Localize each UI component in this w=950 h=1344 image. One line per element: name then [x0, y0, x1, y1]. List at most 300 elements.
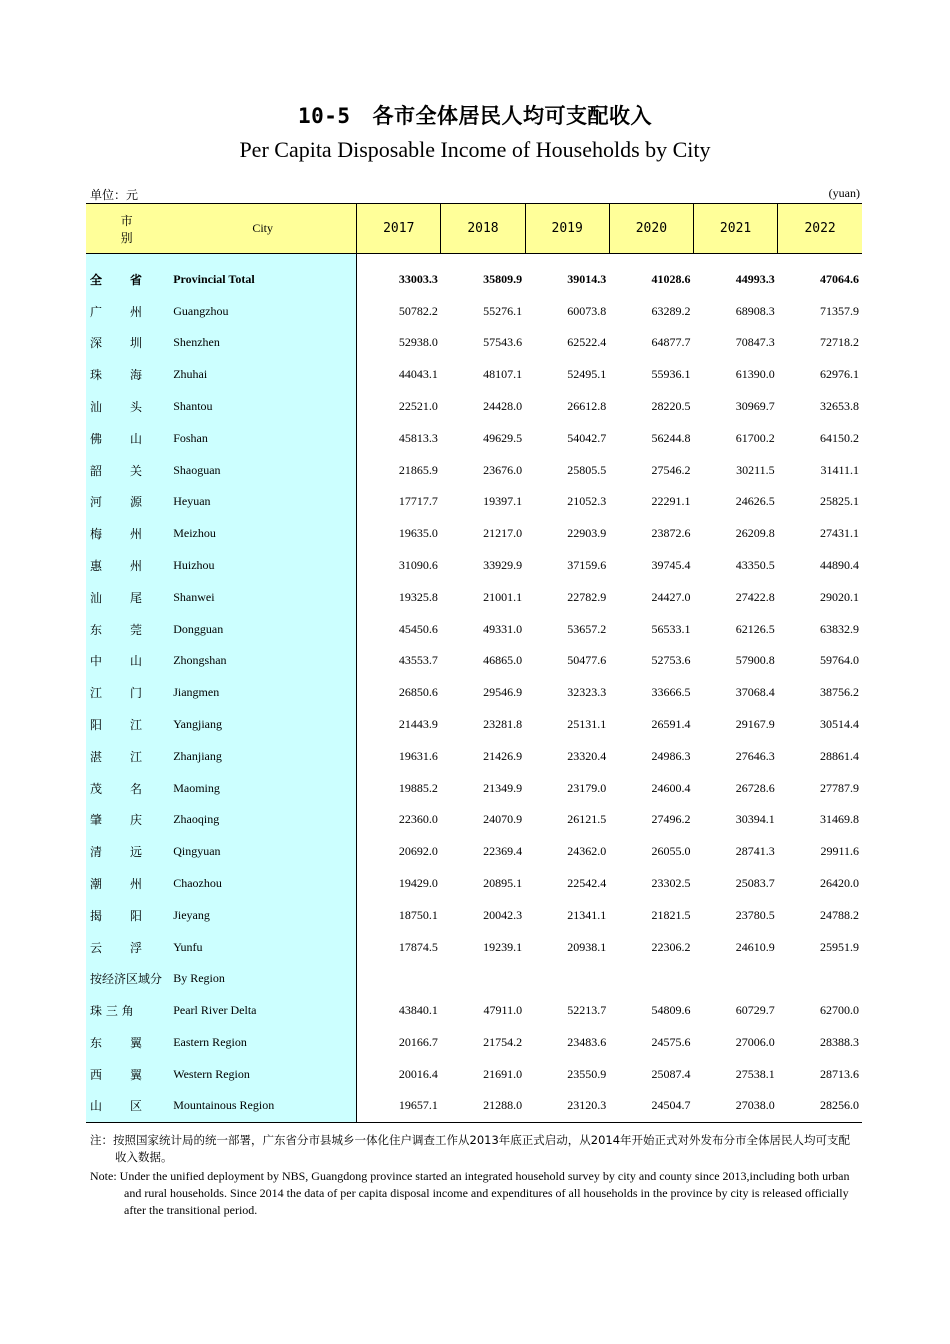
- row-value: 25825.1: [820, 494, 859, 509]
- row-value: 39745.4: [651, 558, 691, 573]
- row-value: 25087.4: [651, 1066, 691, 1081]
- row-city-cn: [86, 868, 169, 900]
- row-city-cn-char: 尾: [130, 590, 143, 605]
- row-value: 30514.4: [820, 717, 859, 732]
- table-row: [86, 422, 862, 454]
- row-city-cn-char: 珠: [90, 368, 103, 383]
- row-city-cn-char: 深: [90, 336, 103, 351]
- note-cn: 注：按照国家统计局的统一部署，广东省分市县城乡一体化住户调查工作从2013年底正式启动，从2014年开始正式对外发布分市全体居民人均可支配收入数据。: [90, 1133, 851, 1164]
- row-value: 23483.6: [567, 1035, 607, 1050]
- row-city-cn: [86, 422, 169, 454]
- row-value: 24362.0: [567, 844, 607, 859]
- table-row: [86, 1027, 862, 1059]
- row-value: 43553.7: [398, 653, 438, 668]
- row-city-cn-char: 潮: [90, 877, 103, 892]
- row-value: 62126.5: [735, 621, 775, 636]
- row-value: 27431.1: [820, 526, 859, 541]
- row-value: 53657.2: [567, 621, 607, 636]
- row-value: 30969.7: [735, 399, 775, 414]
- row-city-cn-char: 山: [130, 654, 143, 669]
- row-city-cn-char: 韶: [90, 463, 103, 478]
- row-value: 59764.0: [820, 653, 859, 668]
- row-city-cn: [86, 995, 169, 1027]
- row-city-en: Chaozhou: [169, 868, 356, 900]
- row-value: 22903.9: [567, 526, 607, 541]
- unit-label-cn: 单位：元: [90, 188, 139, 202]
- row-value: 22291.1: [651, 494, 691, 509]
- table-row: [86, 581, 862, 613]
- row-value: 54042.7: [567, 430, 607, 445]
- row-value: 26612.8: [567, 399, 607, 414]
- row-value: 70847.3: [735, 335, 775, 350]
- row-city-en: Shenzhen: [169, 327, 356, 359]
- row-value: 54809.6: [651, 1003, 691, 1018]
- row-value: 17874.5: [398, 939, 438, 954]
- row-value: 20166.7: [398, 1035, 438, 1050]
- row-city-en: Qingyuan: [169, 836, 356, 868]
- row-city-en: Pearl River Delta: [169, 995, 356, 1027]
- row-city-cn: [86, 327, 169, 359]
- row-value: 20938.1: [567, 939, 607, 954]
- row-value: 60073.8: [567, 303, 607, 318]
- row-value: 25951.9: [820, 939, 859, 954]
- row-city-cn: [86, 804, 169, 836]
- spacer-row: [86, 254, 862, 264]
- row-city-en: Shaoguan: [169, 454, 356, 486]
- table-row: [86, 677, 862, 709]
- row-value: 55936.1: [651, 367, 691, 382]
- row-value: 28388.3: [820, 1035, 859, 1050]
- row-value: 33003.3: [398, 271, 438, 286]
- row-city-cn-char: 东: [90, 1036, 103, 1051]
- row-city-cn-char: 广: [90, 304, 103, 319]
- row-city-en: Shanwei: [169, 581, 356, 613]
- row-value: 19885.2: [398, 780, 438, 795]
- row-value: 57900.8: [735, 653, 775, 668]
- row-city-cn: [86, 740, 169, 772]
- row-value: 22369.4: [483, 844, 523, 859]
- row-value: 24504.7: [609, 1090, 693, 1122]
- row-city-cn: [86, 486, 169, 518]
- table-row: [86, 295, 862, 327]
- row-value: 21426.9: [483, 748, 523, 763]
- row-city-cn-label: 按经济区域分: [90, 972, 163, 987]
- row-city-cn-char: 阳: [90, 718, 103, 733]
- row-city-cn: [86, 613, 169, 645]
- header-year: 2017: [357, 204, 441, 254]
- row-value: 45450.6: [398, 621, 438, 636]
- table-header-row: [86, 204, 862, 254]
- row-value: 31090.6: [398, 558, 438, 573]
- row-city-en: Dongguan: [169, 613, 356, 645]
- row-city-en: Huizhou: [169, 550, 356, 582]
- table-row: [86, 518, 862, 550]
- row-value: 24610.9: [735, 939, 775, 954]
- row-value: 27787.9: [820, 780, 859, 795]
- row-city-en: Yunfu: [169, 931, 356, 963]
- row-value: 37159.6: [567, 558, 607, 573]
- row-value: 63289.2: [651, 303, 691, 318]
- row-value: 62522.4: [567, 335, 607, 350]
- row-value: 60729.7: [735, 1003, 775, 1018]
- row-city-en: Zhanjiang: [169, 740, 356, 772]
- row-city-en: Zhuhai: [169, 359, 356, 391]
- row-value: 47911.0: [483, 1003, 523, 1018]
- row-value: 23302.5: [651, 876, 691, 891]
- table-row: [86, 391, 862, 423]
- row-value: [357, 963, 441, 995]
- row-city-cn: [86, 518, 169, 550]
- row-value: 31469.8: [820, 812, 859, 827]
- row-value: 21052.3: [567, 494, 607, 509]
- row-city-cn: [86, 772, 169, 804]
- row-value: 29911.6: [820, 844, 859, 859]
- row-value: 57543.6: [483, 335, 523, 350]
- header-year: 2022: [778, 204, 862, 254]
- row-city-cn-char: 翼: [130, 1067, 143, 1082]
- row-city-cn-char: 惠: [90, 559, 103, 574]
- row-value: 21754.2: [483, 1035, 523, 1050]
- row-city-cn: [86, 391, 169, 423]
- row-value: 20895.1: [483, 876, 523, 891]
- header-year: 2020: [609, 204, 693, 254]
- page-title-en: Per Capita Disposable Income of Households by City: [239, 137, 711, 162]
- row-city-cn-char: 州: [130, 877, 143, 892]
- row-value: 22542.4: [567, 876, 607, 891]
- header-city-en: City: [169, 204, 356, 254]
- row-value: 27422.8: [735, 589, 775, 604]
- row-city-cn-char: 州: [130, 527, 143, 542]
- row-city-en: Jiangmen: [169, 677, 356, 709]
- table-row: [86, 709, 862, 741]
- row-value: 23120.3: [525, 1090, 609, 1122]
- row-value: 68908.3: [735, 303, 775, 318]
- row-value: 21865.9: [398, 462, 438, 477]
- row-city-cn: [86, 645, 169, 677]
- row-value: 37068.4: [735, 685, 775, 700]
- row-value: 19631.6: [398, 748, 438, 763]
- row-city-cn-char: 关: [130, 463, 143, 478]
- row-city-cn: [86, 264, 169, 296]
- footnotes: [90, 1132, 860, 1219]
- row-value: 50782.2: [398, 303, 438, 318]
- row-city-cn-char: 梅: [90, 527, 103, 542]
- table-row: [86, 740, 862, 772]
- row-value: 27006.0: [735, 1035, 775, 1050]
- row-city-cn-char: 翼: [130, 1036, 143, 1051]
- row-city-en: Meizhou: [169, 518, 356, 550]
- row-value: 25131.1: [567, 717, 607, 732]
- row-value: 25083.7: [735, 876, 775, 891]
- row-value: 45813.3: [398, 430, 438, 445]
- row-value: 43840.1: [398, 1003, 438, 1018]
- row-value: [441, 963, 525, 995]
- row-city-en: Yangjiang: [169, 709, 356, 741]
- row-city-cn: [86, 1027, 169, 1059]
- table-row: [86, 550, 862, 582]
- row-value: 19325.8: [398, 589, 438, 604]
- row-value: 17717.7: [398, 494, 438, 509]
- row-city-cn: [86, 1090, 169, 1122]
- row-value: 64877.7: [651, 335, 691, 350]
- row-value: 24986.3: [651, 748, 691, 763]
- row-city-en: Western Region: [169, 1058, 356, 1090]
- row-city-en: Zhongshan: [169, 645, 356, 677]
- row-value: 19239.1: [483, 939, 523, 954]
- row-value: 20042.3: [483, 907, 523, 922]
- row-city-cn-char: 阳: [130, 908, 143, 923]
- row-city-en: Eastern Region: [169, 1027, 356, 1059]
- row-value: 49331.0: [483, 621, 523, 636]
- row-value: 55276.1: [483, 303, 523, 318]
- row-value: 26121.5: [567, 812, 607, 827]
- row-value: 62700.0: [820, 1003, 859, 1018]
- row-city-cn-char: 州: [130, 304, 143, 319]
- row-city-cn-char: 海: [130, 368, 143, 383]
- row-value: 32323.3: [567, 685, 607, 700]
- row-value: 52938.0: [398, 335, 438, 350]
- row-city-cn-char: 汕: [90, 400, 103, 415]
- row-city-cn: [86, 550, 169, 582]
- row-value: 25805.5: [567, 462, 607, 477]
- row-city-cn-char: 东: [90, 622, 103, 637]
- page-title-cn: [0, 100, 950, 130]
- row-value: 29167.9: [735, 717, 775, 732]
- row-value: 24626.5: [735, 494, 775, 509]
- row-value: 31411.1: [820, 462, 859, 477]
- row-value: 28713.6: [820, 1066, 859, 1081]
- table-row: [86, 772, 862, 804]
- row-value: 22782.9: [567, 589, 607, 604]
- row-city-cn-char: 区: [130, 1099, 143, 1114]
- row-city-cn-char: 省: [130, 272, 143, 287]
- row-value: 26420.0: [820, 876, 859, 891]
- row-value: 26850.6: [398, 685, 438, 700]
- row-value: 61390.0: [735, 367, 775, 382]
- unit-label-en: (yuan): [828, 186, 860, 200]
- row-value: 64150.2: [820, 430, 859, 445]
- row-city-cn-char: 西: [90, 1067, 103, 1082]
- row-value: 21288.0: [441, 1090, 525, 1122]
- row-value: 27038.0: [693, 1090, 777, 1122]
- row-value: 18750.1: [398, 907, 438, 922]
- row-value: 23281.8: [483, 717, 523, 732]
- row-value: 21217.0: [483, 526, 523, 541]
- row-value: 71357.9: [820, 303, 859, 318]
- row-value: 23676.0: [483, 462, 523, 477]
- row-city-cn-char: 圳: [130, 336, 143, 351]
- row-city-cn: [86, 1058, 169, 1090]
- row-value: 23179.0: [567, 780, 607, 795]
- row-city-cn-char: 门: [130, 686, 143, 701]
- row-city-cn: [86, 454, 169, 486]
- table-number: 10-5: [297, 104, 351, 128]
- row-value: 19429.0: [398, 876, 438, 891]
- row-value: 20016.4: [398, 1066, 438, 1081]
- row-value: 27496.2: [651, 812, 691, 827]
- row-city-cn-char: 名: [130, 781, 143, 796]
- row-value: 28256.0: [778, 1090, 862, 1122]
- row-city-en: Mountainous Region: [169, 1090, 356, 1122]
- header-year: 2019: [525, 204, 609, 254]
- row-value: 24427.0: [651, 589, 691, 604]
- row-value: 33929.9: [483, 558, 523, 573]
- row-value: 21341.1: [567, 907, 607, 922]
- row-city-cn-char: 江: [130, 718, 143, 733]
- row-city-cn-char: 浮: [130, 940, 143, 955]
- row-city-cn-char: 河: [90, 495, 103, 510]
- row-value: 38756.2: [820, 685, 859, 700]
- row-value: [693, 963, 777, 995]
- row-value: 26591.4: [651, 717, 691, 732]
- row-city-cn-char: 湛: [90, 749, 103, 764]
- row-value: 21001.1: [483, 589, 523, 604]
- row-value: 62976.1: [820, 367, 859, 382]
- row-value: 24070.9: [483, 812, 523, 827]
- row-city-cn-char: 云: [90, 940, 103, 955]
- row-value: 28741.3: [735, 844, 775, 859]
- row-city-cn-char: 山: [90, 1099, 103, 1114]
- row-city-cn-char: 远: [130, 845, 143, 860]
- row-value: 19657.1: [357, 1090, 441, 1122]
- row-value: 49629.5: [483, 430, 523, 445]
- row-value: 56533.1: [651, 621, 691, 636]
- row-value: 23872.6: [651, 526, 691, 541]
- table-row: [86, 963, 862, 995]
- row-value: 72718.2: [820, 335, 859, 350]
- row-value: 21821.5: [651, 907, 691, 922]
- income-table: [86, 203, 862, 1123]
- row-value: 26728.6: [735, 780, 775, 795]
- row-value: 52753.6: [651, 653, 691, 668]
- table-row: [86, 1090, 862, 1122]
- row-value: 46865.0: [483, 653, 523, 668]
- row-value: 29020.1: [820, 589, 859, 604]
- row-city-cn: [86, 677, 169, 709]
- row-value: [525, 963, 609, 995]
- row-city-cn-char: 江: [90, 686, 103, 701]
- row-city-en: Foshan: [169, 422, 356, 454]
- table-row: [86, 868, 862, 900]
- row-city-cn: [86, 931, 169, 963]
- row-value: 23780.5: [735, 907, 775, 922]
- row-value: 24788.2: [820, 907, 859, 922]
- row-value: 41028.6: [651, 271, 691, 286]
- row-city-cn-char: 全: [90, 272, 103, 287]
- row-value: 21349.9: [483, 780, 523, 795]
- row-value: 19397.1: [483, 494, 523, 509]
- table-row: [86, 264, 862, 296]
- row-value: 21443.9: [398, 717, 438, 732]
- title-cn-text: 各市全体居民人均可支配收入: [372, 104, 653, 128]
- row-value: 48107.1: [483, 367, 523, 382]
- row-value: 63832.9: [820, 621, 859, 636]
- row-city-cn: [86, 581, 169, 613]
- row-value: 24575.6: [651, 1035, 691, 1050]
- table-row: [86, 995, 862, 1027]
- row-value: 26055.0: [651, 844, 691, 859]
- row-value: 52213.7: [567, 1003, 607, 1018]
- row-city-cn-label: 珠 三 角: [90, 1004, 134, 1019]
- row-city-cn-char: 中: [90, 654, 103, 669]
- table-row: [86, 899, 862, 931]
- row-value: 22521.0: [398, 399, 438, 414]
- table-row: [86, 1058, 862, 1090]
- row-city-cn-char: 肇: [90, 813, 103, 828]
- row-value: 23320.4: [567, 748, 607, 763]
- row-city-en: Maoming: [169, 772, 356, 804]
- header-year: 2018: [441, 204, 525, 254]
- row-city-cn: [86, 359, 169, 391]
- row-value: 32653.8: [820, 399, 859, 414]
- row-value: 56244.8: [651, 430, 691, 445]
- row-value: 20692.0: [398, 844, 438, 859]
- row-value: 50477.6: [567, 653, 607, 668]
- table-row: [86, 613, 862, 645]
- row-city-cn-char: 头: [130, 400, 143, 415]
- row-city-en: Guangzhou: [169, 295, 356, 327]
- row-city-cn-char: 庆: [130, 813, 143, 828]
- row-city-cn: [86, 295, 169, 327]
- table-row: [86, 327, 862, 359]
- row-value: 19635.0: [398, 526, 438, 541]
- row-value: 33666.5: [651, 685, 691, 700]
- row-value: 22360.0: [398, 812, 438, 827]
- row-value: 43350.5: [735, 558, 775, 573]
- row-city-cn-char: 江: [130, 749, 143, 764]
- table-row: [86, 486, 862, 518]
- row-city-cn-char: 揭: [90, 908, 103, 923]
- header-year: 2021: [693, 204, 777, 254]
- row-city-cn-char: 山: [130, 431, 143, 446]
- row-city-cn-char: 源: [130, 495, 143, 510]
- header-city-cn: 市 别: [86, 204, 169, 254]
- table-row: [86, 359, 862, 391]
- row-value: 39014.3: [567, 271, 607, 286]
- row-value: [778, 963, 862, 995]
- row-city-cn: [86, 709, 169, 741]
- row-value: 44993.3: [735, 271, 775, 286]
- row-value: 27546.2: [651, 462, 691, 477]
- row-value: 23550.9: [567, 1066, 607, 1081]
- row-value: 24600.4: [651, 780, 691, 795]
- row-value: 52495.1: [567, 367, 607, 382]
- row-city-cn: [86, 963, 169, 995]
- row-city-cn-char: 州: [130, 559, 143, 574]
- row-city-cn-char: 汕: [90, 590, 103, 605]
- row-value: [609, 963, 693, 995]
- table-row: [86, 804, 862, 836]
- row-value: 27538.1: [735, 1066, 775, 1081]
- row-value: 47064.6: [820, 271, 859, 286]
- row-city-en: Shantou: [169, 391, 356, 423]
- row-city-cn: [86, 899, 169, 931]
- row-value: 44890.4: [820, 558, 859, 573]
- row-value: 21691.0: [483, 1066, 523, 1081]
- row-city-cn-char: 佛: [90, 431, 103, 446]
- row-city-en: Jieyang: [169, 899, 356, 931]
- row-city-cn-char: 莞: [130, 622, 143, 637]
- row-value: 61700.2: [735, 430, 775, 445]
- table-row: [86, 931, 862, 963]
- row-value: 28861.4: [820, 748, 859, 763]
- row-city-en: By Region: [169, 963, 356, 995]
- row-value: 27646.3: [735, 748, 775, 763]
- row-value: 35809.9: [483, 271, 523, 286]
- row-value: 22306.2: [651, 939, 691, 954]
- row-city-en: Zhaoqing: [169, 804, 356, 836]
- row-city-cn-char: 清: [90, 845, 103, 860]
